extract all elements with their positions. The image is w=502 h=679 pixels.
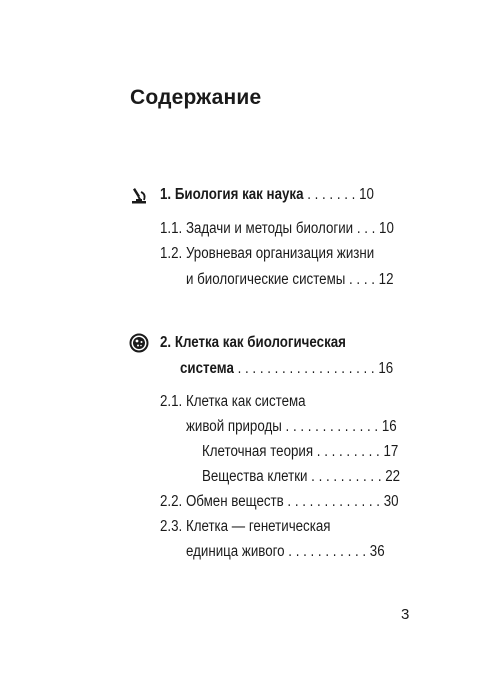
microscope-icon <box>129 186 149 206</box>
toc-chapter-2-heading-line1[interactable]: 2. Клетка как биологическая <box>160 334 346 351</box>
toc-chapter-2-heading-line2[interactable]: система . . . . . . . . . . . . . . . . . . . 16 <box>180 360 394 377</box>
toc-section-1-1[interactable]: 1.1. Задачи и методы биологии . . . 10 <box>160 220 394 237</box>
toc-section-2-3-line2[interactable]: единица живого . . . . . . . . . . . 36 <box>186 543 385 560</box>
toc-subsection-cell-theory[interactable]: Клеточная теория . . . . . . . . . 17 <box>202 443 399 460</box>
toc-section-2-3-line1[interactable]: 2.3. Клетка — генетическая <box>160 518 331 535</box>
toc-section-1-2-line1[interactable]: 1.2. Уровневая организация жизни <box>160 245 375 262</box>
toc-section-2-1-line2[interactable]: живой природы . . . . . . . . . . . . . 16 <box>186 418 397 435</box>
page-title: Содержание <box>130 86 262 109</box>
toc-section-1-2-line2[interactable]: и биологические системы . . . . 12 <box>186 271 394 288</box>
toc-subsection-cell-substances[interactable]: Вещества клетки . . . . . . . . . . 22 <box>202 468 401 485</box>
toc-chapter-1-heading[interactable]: 1. Биология как наука . . . . . . . 10 <box>160 186 374 203</box>
toc-section-2-1-line1[interactable]: 2.1. Клетка как система <box>160 393 306 410</box>
page-number: 3 <box>401 606 410 623</box>
toc-section-2-2[interactable]: 2.2. Обмен веществ . . . . . . . . . . . . . 30 <box>160 493 399 510</box>
cell-icon <box>129 333 149 353</box>
